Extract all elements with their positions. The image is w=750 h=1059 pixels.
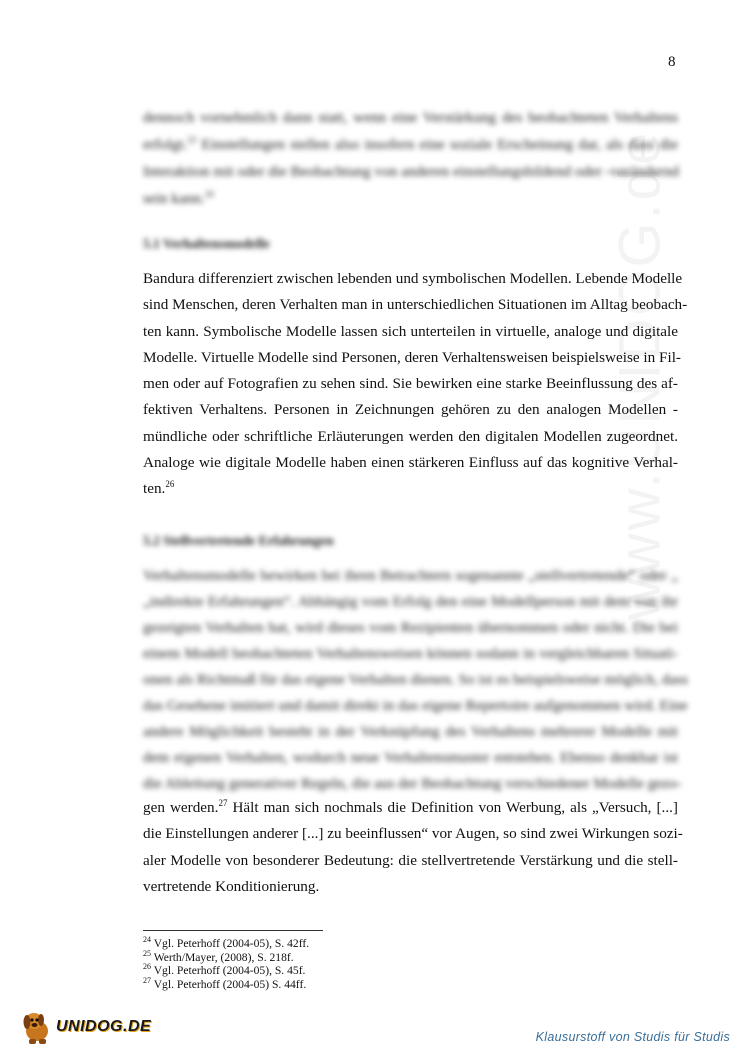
text-line: Interaktion mit oder die Beobachtung von anderen einstellungsbildend oder -verändernd bbox=[143, 163, 680, 180]
text-line: ten kann. Symbolische Modelle lassen sich unterteilen in virtuelle, analoge und digitale bbox=[143, 322, 678, 340]
footnote bbox=[143, 964, 309, 978]
text-line: dem eigenen Verhalten, wodurch neue Verhaltensmuster entstehen. Ebenso denkbar ist bbox=[143, 749, 678, 766]
footnote-number: 25 bbox=[143, 948, 151, 958]
text-line: erfolgt.$^{23}$ Einstellungen stellen also insofern eine soziale Erscheinung dar, als dass die bbox=[143, 134, 678, 153]
footnote-number: 24 bbox=[143, 935, 151, 945]
text-line: men oder auf Fotografien zu sehen sind. Sie bewirken eine starke Beeinflussung des af- bbox=[143, 375, 678, 393]
section-5-1-paragraph bbox=[143, 266, 688, 503]
dog-icon bbox=[22, 1009, 56, 1045]
text-line: sind Menschen, deren Verhalten man in unterschiedlichen Situationen im Alltag beobach- bbox=[143, 296, 688, 314]
section-5-2-paragraph bbox=[143, 795, 683, 900]
footnote-number: 27 bbox=[143, 975, 151, 985]
text-line: andere Möglichkeit besteht in der Verknüpfung des Verhaltens mehrerer Modelle mit bbox=[143, 723, 678, 740]
watermark: www.UNIDOG.de bbox=[607, 129, 673, 620]
footnote-text: Werth/Mayer, (2008), S. 218f. bbox=[151, 950, 294, 964]
footnote-text: Vgl. Peterhoff (2004-05), S. 42ff. bbox=[151, 937, 310, 950]
text-line: das Gesehene imitiert und damit direkt in das eigene Repertoire aufgenommen wird. Eine bbox=[143, 697, 688, 714]
footnote-text: Vgl. Peterhoff (2004-05) S. 44ff. bbox=[151, 977, 307, 991]
text-line: Analoge wie digitale Modelle haben einen stärkeren Einfluss auf das kognitive Verhal- bbox=[143, 454, 678, 472]
logo-text: UNIDOG.DE bbox=[56, 1018, 152, 1035]
text-line: ten.$^{26}$ bbox=[143, 479, 175, 498]
page-number: 8 bbox=[668, 54, 676, 70]
footnote-text: Vgl. Peterhoff (2004-05), S. 45f. bbox=[151, 964, 306, 978]
intro-paragraph bbox=[143, 104, 678, 212]
footnote-ref: 24 bbox=[204, 188, 214, 199]
section-5-2-heading: 5.2 Stellvertretende Erfahrungen bbox=[143, 533, 334, 548]
footnote bbox=[143, 948, 309, 965]
text-line: fektiven Verhaltens. Personen in Zeichnungen gehören zu den analogen Modellen - bbox=[143, 401, 678, 419]
text-line: aler Modelle von besonderer Bedeutung: die stellvertretende Verstärkung und die stell- bbox=[143, 851, 678, 869]
text-line: die Ableitung generativer Regeln, die aus der Beobachtung verschiedener Modelle gezo- bbox=[143, 775, 682, 792]
footnotes bbox=[143, 937, 309, 991]
text-line: gezeigten Verhalten hat, wird dieses vom Rezipienten übernommen oder nicht. Die bei bbox=[143, 619, 678, 636]
text-line: mündliche oder schriftliche Erläuterungen werden den digitalen Modellen zugeordnet. bbox=[143, 427, 678, 445]
footnote-number: 26 bbox=[143, 962, 151, 972]
footnote-ref: 27 bbox=[218, 797, 228, 808]
text-line: dennoch vornehmlich dann statt, wenn eine Verstärkung des beobachteten Verhaltens bbox=[143, 109, 678, 126]
text-line: gen werden.$^{27}$ Hält man sich nochmals die Definition von Werbung, als „Versuch, [...] bbox=[143, 797, 678, 816]
footnote-ref: 26 bbox=[165, 479, 175, 490]
text-line: einem Modell beobachteten Verhaltensweisen können sodann in vergleichbaren Situati- bbox=[143, 645, 678, 662]
text-line: sein kann.$^{24}$ bbox=[143, 188, 214, 207]
text-line: vertretende Konditionierung. bbox=[143, 877, 320, 895]
section-5-1-heading: 5.1 Verhaltensmodelle bbox=[143, 236, 270, 251]
footnote bbox=[143, 937, 309, 951]
unidog-logo[interactable] bbox=[22, 1008, 162, 1046]
text-line: Verhaltensmodelle bewirken bei ihren Betrachtern sogenannte „stellvertretende“ oder „ bbox=[143, 567, 678, 584]
text-line: die Einstellungen anderer [...] zu beeinflussen“ vor Augen, so sind zwei Wirkungen sozi- bbox=[143, 825, 683, 843]
footnote-rule bbox=[143, 930, 323, 931]
footnote bbox=[143, 975, 309, 992]
text-line: Bandura differenziert zwischen lebenden und symbolischen Modellen. Lebende Modelle bbox=[143, 270, 683, 287]
footnote-ref: 23 bbox=[187, 134, 197, 145]
section-5-2-blurred-paragraph bbox=[143, 563, 689, 797]
text-line: onen als Richtmaß für das eigene Verhalten dienen. So ist es beispielsweise möglich, dass bbox=[143, 671, 689, 688]
footer-tagline: Klausurstoff von Studis für Studis bbox=[535, 1030, 730, 1044]
text-line: Modelle. Virtuelle Modelle sind Personen, deren Verhaltensweisen beispielsweise in Fil- bbox=[143, 348, 681, 366]
text-line: „indirekte Erfahrungen“. Abhängig vom Erfolg den eine Modellperson mit dem von ihr bbox=[143, 593, 678, 610]
